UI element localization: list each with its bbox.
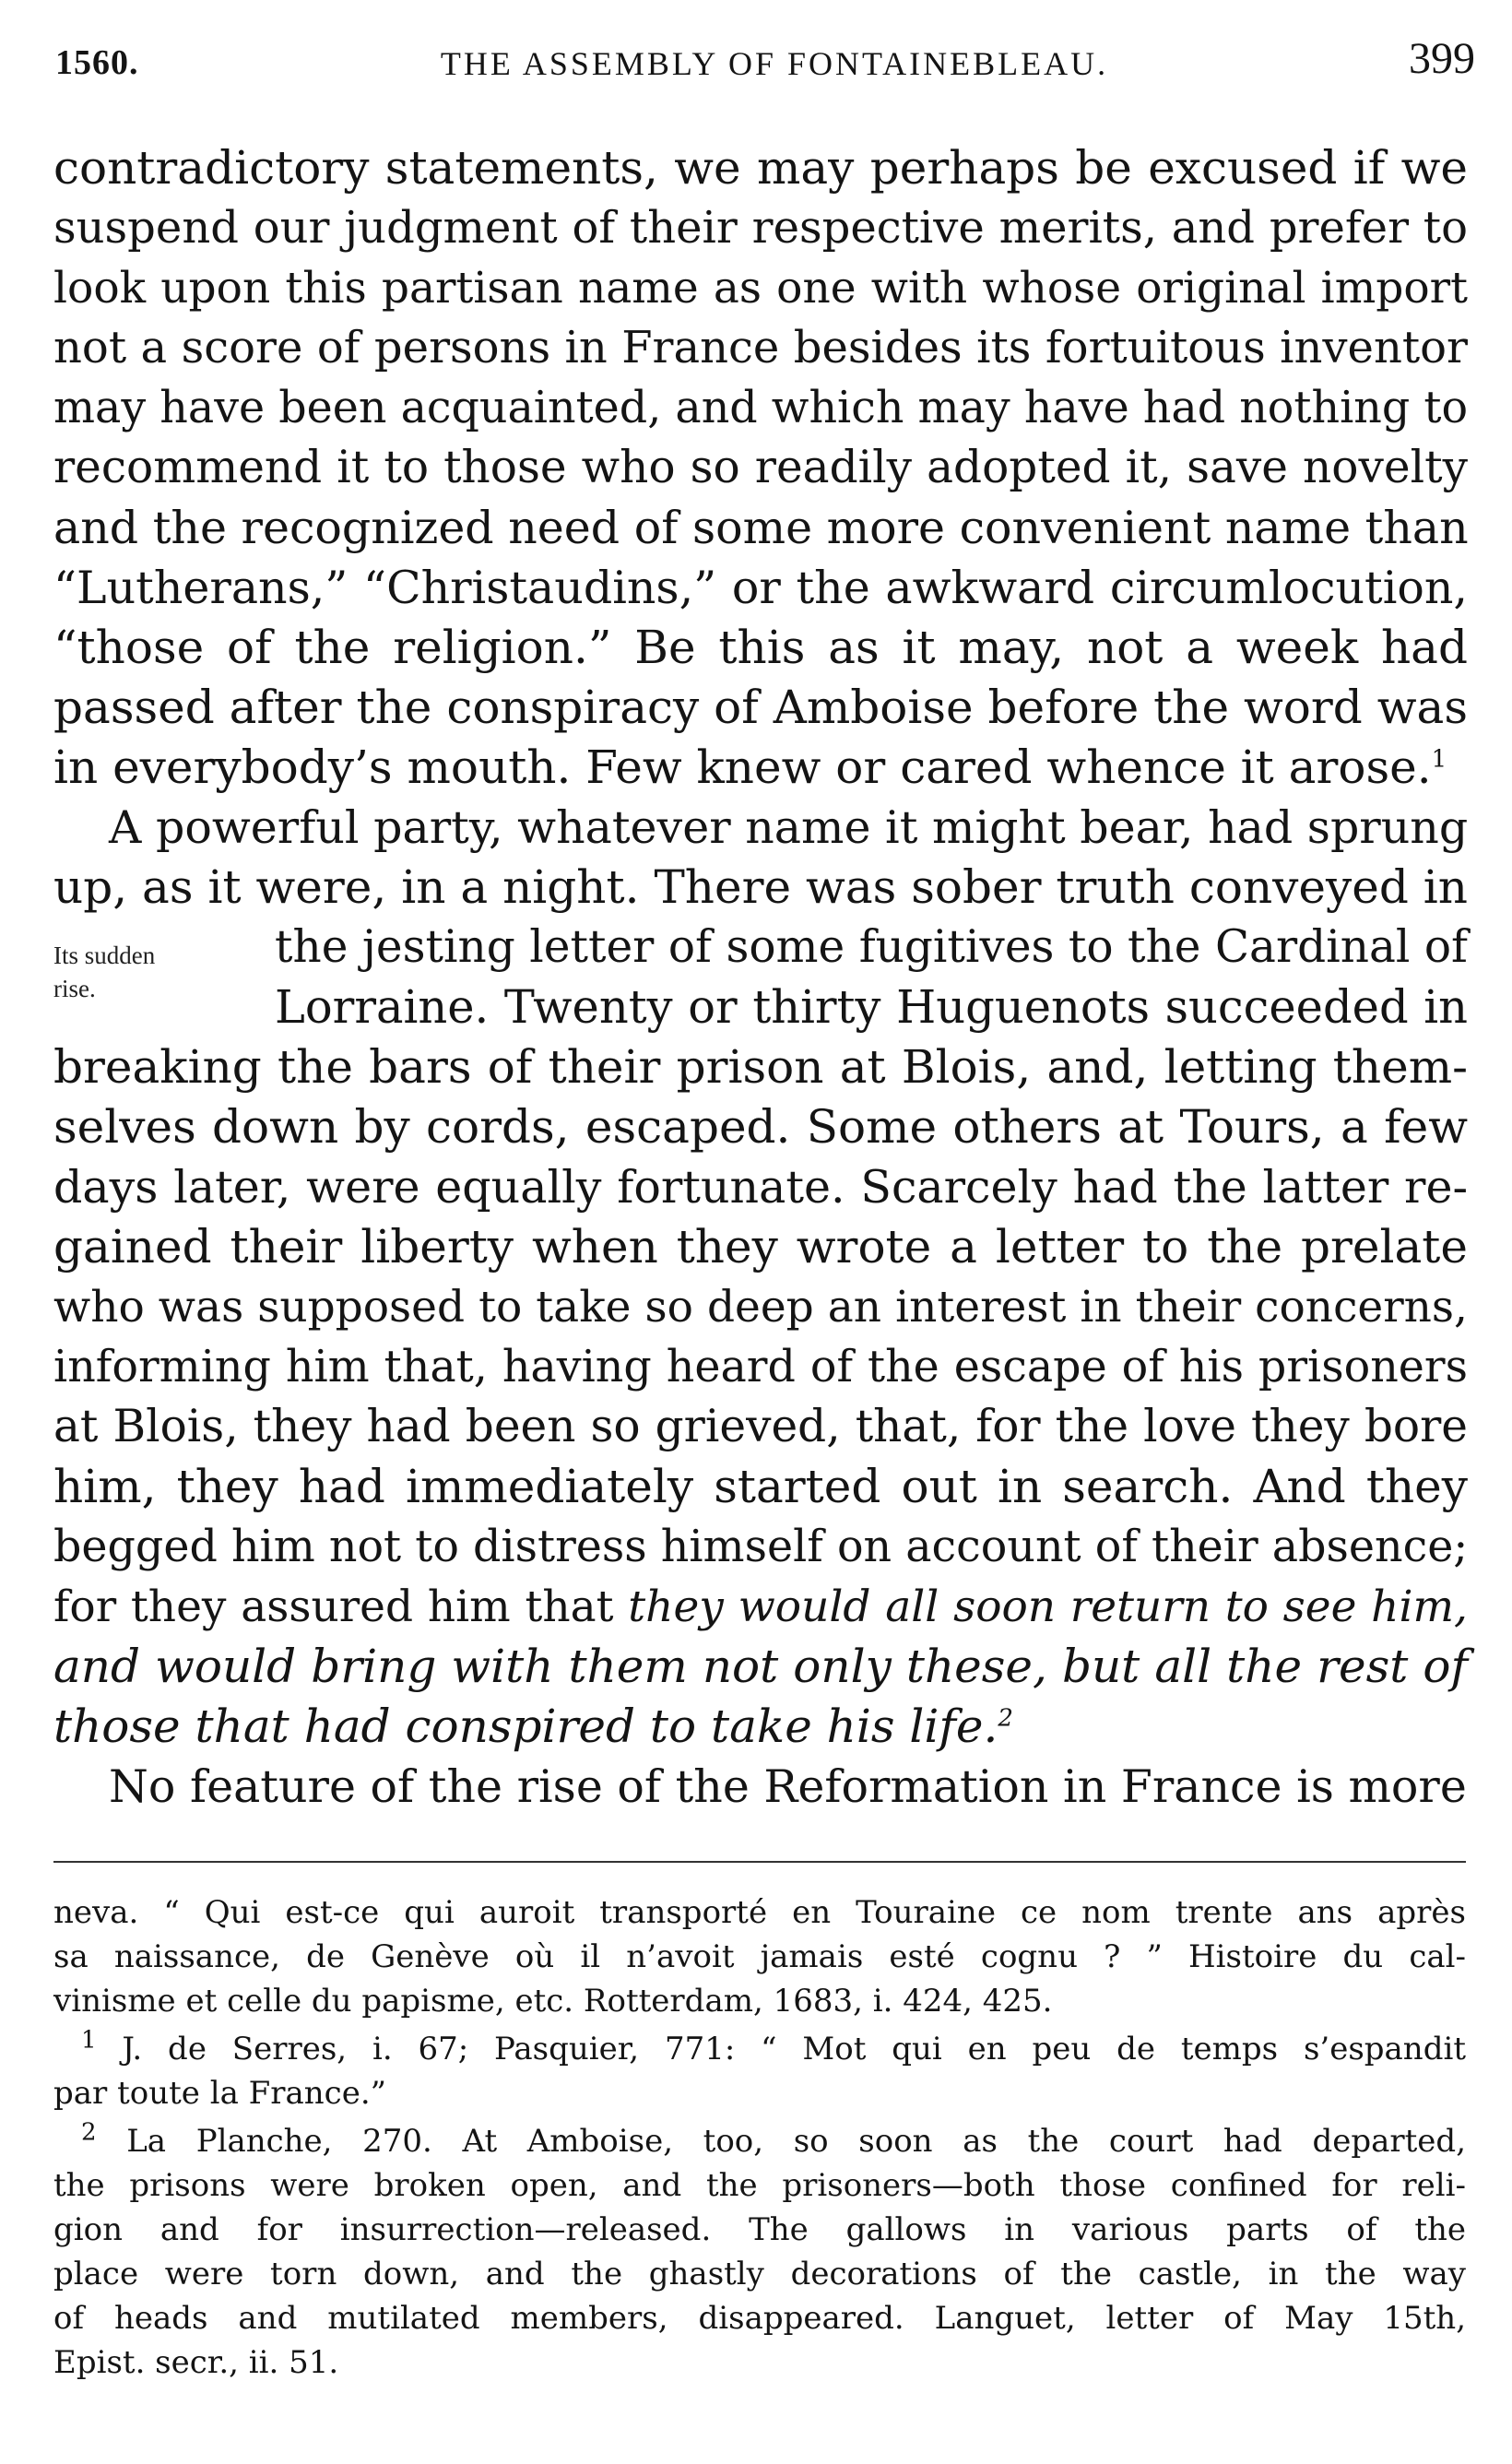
text-segment: La Planche, 270. At Amboise, too, so soon as the court had departed, [126,2123,1467,2160]
text-line: selves down by cords, escaped. Some others at Tours, a few [53,1100,1468,1154]
text-line: who was supposed to take so deep an interest in their concerns, [53,1282,1468,1333]
italic-quote: they would all soon return to see him, [628,1581,1468,1632]
text-segment: for they assured him that [53,1581,614,1632]
text-line: “those of the religion.” Be this as it may, not a week had [53,621,1468,674]
text-segment: in everybody’s mouth. Few knew or cared whence it arose. [53,740,1432,794]
footnote-reference: 1 [1431,745,1447,774]
page-number: 399 [1409,34,1475,83]
footnote-line: place were torn down, and the ghastly decorations of the castle, in the way [53,2256,1466,2292]
text-line: begged him not to distress himself on account of their absence; [53,1522,1469,1572]
text-line: Lorraine. Twenty or thirty Huguenots succeeded in [275,980,1468,1034]
text-line: gained their liberty when they wrote a letter to the prelate [53,1220,1468,1273]
text-line: him, they had immediately started out in search. And they [53,1460,1468,1513]
text-line: recommend it to those who so readily adopted it, save novelty [53,442,1468,493]
footnote-line: neva. “ Qui est-ce qui auroit transporté en Touraine ce nom trente ans après [53,1894,1466,1931]
header-title: THE ASSEMBLY OF FONTAINEBLEAU. [440,45,1109,82]
header-year: 1560. [55,43,139,82]
footnote-line: the prisons were broken open, and the prisoners—both those confined for reli- [53,2167,1466,2204]
footnote-line: Epist. secr., ii. 51. [53,2344,339,2381]
text-line: contradictory statements, we may perhaps be excused if we [53,141,1468,195]
footnote-rule [53,1861,1466,1863]
text-line: passed after the conspiracy of Amboise before the word was [53,681,1468,734]
footnote-marker: 2 [81,2118,97,2147]
margin-note-line: rise. [53,975,96,1002]
footnote-line [53,2027,1466,2071]
footnote-marker: 1 [81,2026,97,2055]
margin-note-line: Its sudden [53,942,156,969]
text-line: and the recognized need of some more convenient name than [53,502,1469,554]
text-line [53,1577,1468,1637]
footnote-line [53,2119,1466,2163]
text-segment: those that had conspired to take his life. [53,1700,998,1753]
italic-quote-line: and would bring with them not only these, but all the rest of [53,1640,1468,1693]
footnote-line: sa naissance, de Genève où il n’avoit jamais esté cognu ? ” Histoire du cal- [53,1938,1466,1975]
text-line: not a score of persons in France besides its fortuitous inventor [53,322,1468,373]
text-line: “Lutherans,” “Christaudins,” or the awkward circumlocution, [53,562,1468,614]
text-line: up, as it were, in a night. There was sober truth conveyed in [53,860,1468,914]
italic-quote-line [53,1697,1468,1757]
paragraph-start-line: A powerful party, whatever name it might bear, had sprung [109,801,1469,854]
text-line: at Blois, they had been so grieved, that, for the love they bore [53,1401,1468,1452]
text-line: look upon this partisan name as one with whose original import [53,263,1468,314]
footnote-line: par toute la France.” [53,2075,387,2112]
footnote-reference: 2 [998,1704,1013,1733]
running-header [55,33,1475,89]
text-segment: J. de Serres, i. 67; Pasquier, 771: “ Mot qui en peu de temps s’espandit [122,2031,1466,2067]
text-line: days later, were equally fortunate. Scarcely had the latter re- [53,1161,1468,1214]
body-text [53,138,1468,1817]
text-line: may have been acquainted, and which may have had nothing to [53,383,1469,433]
footnote-line: vinisme et celle du papisme, etc. Rotterdam, 1683, i. 424, 425. [53,1983,1053,2020]
paragraph-start-line: No feature of the rise of the Reformation in France is more [109,1760,1467,1813]
text-line: the jesting letter of some fugitives to the Cardinal of [275,921,1468,973]
text-line [53,738,1468,798]
text-line: informing him that, having heard of the escape of his prisoners [53,1342,1468,1392]
footnote-line: gion and for insurrection—released. The gallows in various parts of the [53,2211,1466,2248]
footnote-line: of heads and mutilated members, disappeared. Languet, letter of May 15th, [53,2300,1466,2337]
footnotes [53,1890,1466,2385]
text-line: suspend our judgment of their respective merits, and prefer to [53,202,1468,254]
text-line: breaking the bars of their prison at Blois, and, letting them- [53,1040,1468,1094]
